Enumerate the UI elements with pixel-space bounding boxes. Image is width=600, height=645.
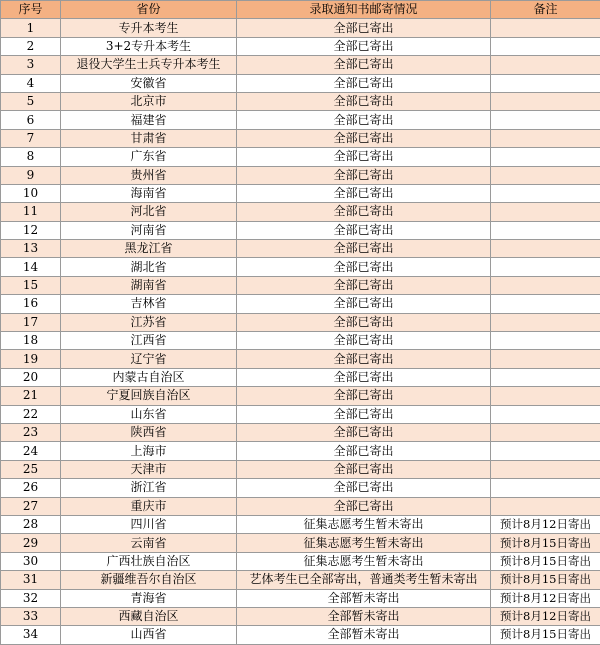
cell-mailing-status: 全部已寄出 bbox=[237, 258, 491, 276]
cell-remarks bbox=[491, 203, 600, 221]
cell-province: 江苏省 bbox=[61, 313, 237, 331]
table-row bbox=[1, 37, 600, 55]
cell-province: 湖北省 bbox=[61, 258, 237, 276]
table-row bbox=[1, 497, 600, 515]
cell-province: 新疆维吾尔自治区 bbox=[61, 571, 237, 589]
cell-mailing-status: 全部已寄出 bbox=[237, 423, 491, 441]
cell-index: 2 bbox=[1, 37, 61, 55]
table-row bbox=[1, 258, 600, 276]
cell-province: 安徽省 bbox=[61, 74, 237, 92]
cell-mailing-status: 全部已寄出 bbox=[237, 74, 491, 92]
cell-index: 1 bbox=[1, 19, 61, 37]
cell-index: 5 bbox=[1, 92, 61, 110]
cell-remarks: 预计8月15日寄出 bbox=[491, 626, 600, 644]
cell-mailing-status: 全部已寄出 bbox=[237, 111, 491, 129]
cell-index: 22 bbox=[1, 405, 61, 423]
cell-index: 7 bbox=[1, 129, 61, 147]
cell-index: 23 bbox=[1, 423, 61, 441]
cell-province: 贵州省 bbox=[61, 166, 237, 184]
cell-remarks bbox=[491, 184, 600, 202]
cell-remarks bbox=[491, 166, 600, 184]
table-row bbox=[1, 460, 600, 478]
cell-mailing-status: 全部已寄出 bbox=[237, 184, 491, 202]
cell-index: 24 bbox=[1, 442, 61, 460]
table-row bbox=[1, 313, 600, 331]
table-row bbox=[1, 515, 600, 533]
table-row bbox=[1, 552, 600, 570]
cell-index: 28 bbox=[1, 515, 61, 533]
cell-index: 18 bbox=[1, 332, 61, 350]
cell-remarks bbox=[491, 19, 600, 37]
cell-remarks bbox=[491, 258, 600, 276]
cell-remarks bbox=[491, 74, 600, 92]
cell-province: 浙江省 bbox=[61, 479, 237, 497]
cell-index: 11 bbox=[1, 203, 61, 221]
cell-province: 江西省 bbox=[61, 332, 237, 350]
cell-remarks bbox=[491, 221, 600, 239]
cell-index: 32 bbox=[1, 589, 61, 607]
cell-index: 29 bbox=[1, 534, 61, 552]
cell-mailing-status: 全部已寄出 bbox=[237, 37, 491, 55]
cell-province: 甘肃省 bbox=[61, 129, 237, 147]
cell-province: 3+2专升本考生 bbox=[61, 37, 237, 55]
cell-mailing-status: 全部已寄出 bbox=[237, 203, 491, 221]
cell-remarks bbox=[491, 111, 600, 129]
cell-remarks bbox=[491, 313, 600, 331]
table-row bbox=[1, 332, 600, 350]
cell-mailing-status: 全部已寄出 bbox=[237, 56, 491, 74]
cell-remarks bbox=[491, 479, 600, 497]
table-row bbox=[1, 571, 600, 589]
cell-remarks: 预计8月15日寄出 bbox=[491, 534, 600, 552]
cell-index: 33 bbox=[1, 607, 61, 625]
cell-index: 17 bbox=[1, 313, 61, 331]
cell-index: 3 bbox=[1, 56, 61, 74]
cell-mailing-status: 全部已寄出 bbox=[237, 166, 491, 184]
table-body bbox=[1, 19, 600, 644]
table-row bbox=[1, 387, 600, 405]
cell-mailing-status: 征集志愿考生暂未寄出 bbox=[237, 515, 491, 533]
table-row bbox=[1, 534, 600, 552]
table-row bbox=[1, 442, 600, 460]
cell-province: 上海市 bbox=[61, 442, 237, 460]
cell-province: 黑龙江省 bbox=[61, 240, 237, 258]
cell-province: 山西省 bbox=[61, 626, 237, 644]
cell-mailing-status: 全部已寄出 bbox=[237, 405, 491, 423]
table-row bbox=[1, 350, 600, 368]
table-row bbox=[1, 184, 600, 202]
header-row bbox=[1, 1, 600, 19]
cell-mailing-status: 全部暂未寄出 bbox=[237, 626, 491, 644]
cell-mailing-status: 全部已寄出 bbox=[237, 313, 491, 331]
cell-index: 10 bbox=[1, 184, 61, 202]
cell-remarks bbox=[491, 368, 600, 386]
cell-mailing-status: 全部已寄出 bbox=[237, 129, 491, 147]
cell-remarks bbox=[491, 423, 600, 441]
cell-mailing-status: 全部已寄出 bbox=[237, 295, 491, 313]
cell-index: 26 bbox=[1, 479, 61, 497]
cell-province: 退役大学生士兵专升本考生 bbox=[61, 56, 237, 74]
table-row bbox=[1, 56, 600, 74]
table-row bbox=[1, 479, 600, 497]
cell-mailing-status: 全部已寄出 bbox=[237, 240, 491, 258]
cell-index: 4 bbox=[1, 74, 61, 92]
cell-province: 河南省 bbox=[61, 221, 237, 239]
cell-mailing-status: 全部暂未寄出 bbox=[237, 589, 491, 607]
cell-mailing-status: 全部已寄出 bbox=[237, 387, 491, 405]
cell-index: 31 bbox=[1, 571, 61, 589]
cell-mailing-status: 全部已寄出 bbox=[237, 368, 491, 386]
cell-province: 北京市 bbox=[61, 92, 237, 110]
cell-mailing-status: 征集志愿考生暂未寄出 bbox=[237, 552, 491, 570]
cell-remarks bbox=[491, 37, 600, 55]
cell-remarks: 预计8月12日寄出 bbox=[491, 607, 600, 625]
cell-index: 12 bbox=[1, 221, 61, 239]
cell-province: 河北省 bbox=[61, 203, 237, 221]
cell-remarks bbox=[491, 92, 600, 110]
cell-province: 辽宁省 bbox=[61, 350, 237, 368]
table-row bbox=[1, 626, 600, 644]
cell-province: 青海省 bbox=[61, 589, 237, 607]
cell-index: 19 bbox=[1, 350, 61, 368]
cell-remarks bbox=[491, 442, 600, 460]
cell-mailing-status: 全部已寄出 bbox=[237, 92, 491, 110]
cell-province: 重庆市 bbox=[61, 497, 237, 515]
cell-remarks: 预计8月15日寄出 bbox=[491, 552, 600, 570]
cell-mailing-status: 全部已寄出 bbox=[237, 442, 491, 460]
table-row bbox=[1, 589, 600, 607]
table-row bbox=[1, 166, 600, 184]
cell-mailing-status: 全部已寄出 bbox=[237, 276, 491, 294]
table-row bbox=[1, 240, 600, 258]
cell-remarks bbox=[491, 497, 600, 515]
cell-remarks bbox=[491, 148, 600, 166]
cell-province: 专升本考生 bbox=[61, 19, 237, 37]
cell-province: 天津市 bbox=[61, 460, 237, 478]
cell-province: 吉林省 bbox=[61, 295, 237, 313]
table-row bbox=[1, 276, 600, 294]
cell-mailing-status: 全部已寄出 bbox=[237, 479, 491, 497]
cell-remarks bbox=[491, 129, 600, 147]
cell-remarks bbox=[491, 332, 600, 350]
cell-index: 6 bbox=[1, 111, 61, 129]
header-index: 序号 bbox=[1, 1, 61, 19]
cell-mailing-status: 全部已寄出 bbox=[237, 350, 491, 368]
cell-index: 15 bbox=[1, 276, 61, 294]
cell-mailing-status: 征集志愿考生暂未寄出 bbox=[237, 534, 491, 552]
table-row bbox=[1, 368, 600, 386]
cell-mailing-status: 全部已寄出 bbox=[237, 19, 491, 37]
cell-remarks bbox=[491, 405, 600, 423]
table-row bbox=[1, 111, 600, 129]
cell-mailing-status: 全部已寄出 bbox=[237, 497, 491, 515]
cell-province: 广东省 bbox=[61, 148, 237, 166]
cell-province: 陕西省 bbox=[61, 423, 237, 441]
cell-remarks bbox=[491, 350, 600, 368]
table-row bbox=[1, 19, 600, 37]
cell-province: 西藏自治区 bbox=[61, 607, 237, 625]
table-header bbox=[1, 1, 600, 19]
cell-province: 四川省 bbox=[61, 515, 237, 533]
cell-index: 27 bbox=[1, 497, 61, 515]
cell-remarks bbox=[491, 240, 600, 258]
table-row bbox=[1, 405, 600, 423]
header-remarks: 备注 bbox=[491, 1, 600, 19]
cell-province: 山东省 bbox=[61, 405, 237, 423]
cell-remarks: 预计8月12日寄出 bbox=[491, 589, 600, 607]
cell-province: 广西壮族自治区 bbox=[61, 552, 237, 570]
cell-mailing-status: 全部已寄出 bbox=[237, 332, 491, 350]
cell-remarks bbox=[491, 56, 600, 74]
cell-index: 20 bbox=[1, 368, 61, 386]
cell-index: 9 bbox=[1, 166, 61, 184]
cell-mailing-status: 全部暂未寄出 bbox=[237, 607, 491, 625]
cell-province: 海南省 bbox=[61, 184, 237, 202]
cell-index: 14 bbox=[1, 258, 61, 276]
table-row bbox=[1, 203, 600, 221]
cell-remarks: 预计8月12日寄出 bbox=[491, 515, 600, 533]
cell-province: 湖南省 bbox=[61, 276, 237, 294]
cell-mailing-status: 全部已寄出 bbox=[237, 148, 491, 166]
cell-mailing-status: 全部已寄出 bbox=[237, 460, 491, 478]
cell-province: 福建省 bbox=[61, 111, 237, 129]
table-row bbox=[1, 221, 600, 239]
cell-mailing-status: 艺体考生已全部寄出，普通类考生暂未寄出 bbox=[237, 571, 491, 589]
cell-index: 13 bbox=[1, 240, 61, 258]
header-mailing-status: 录取通知书邮寄情况 bbox=[237, 1, 491, 19]
table-row bbox=[1, 129, 600, 147]
table-row bbox=[1, 607, 600, 625]
cell-province: 云南省 bbox=[61, 534, 237, 552]
table-row bbox=[1, 148, 600, 166]
header-province: 省份 bbox=[61, 1, 237, 19]
cell-province: 内蒙古自治区 bbox=[61, 368, 237, 386]
table-row bbox=[1, 295, 600, 313]
table-row bbox=[1, 92, 600, 110]
cell-remarks bbox=[491, 276, 600, 294]
cell-index: 25 bbox=[1, 460, 61, 478]
table-row bbox=[1, 423, 600, 441]
cell-remarks bbox=[491, 460, 600, 478]
cell-remarks: 预计8月15日寄出 bbox=[491, 571, 600, 589]
cell-index: 34 bbox=[1, 626, 61, 644]
cell-index: 8 bbox=[1, 148, 61, 166]
cell-province: 宁夏回族自治区 bbox=[61, 387, 237, 405]
cell-index: 16 bbox=[1, 295, 61, 313]
cell-index: 30 bbox=[1, 552, 61, 570]
cell-remarks bbox=[491, 295, 600, 313]
table-row bbox=[1, 74, 600, 92]
cell-remarks bbox=[491, 387, 600, 405]
cell-index: 21 bbox=[1, 387, 61, 405]
cell-mailing-status: 全部已寄出 bbox=[237, 221, 491, 239]
